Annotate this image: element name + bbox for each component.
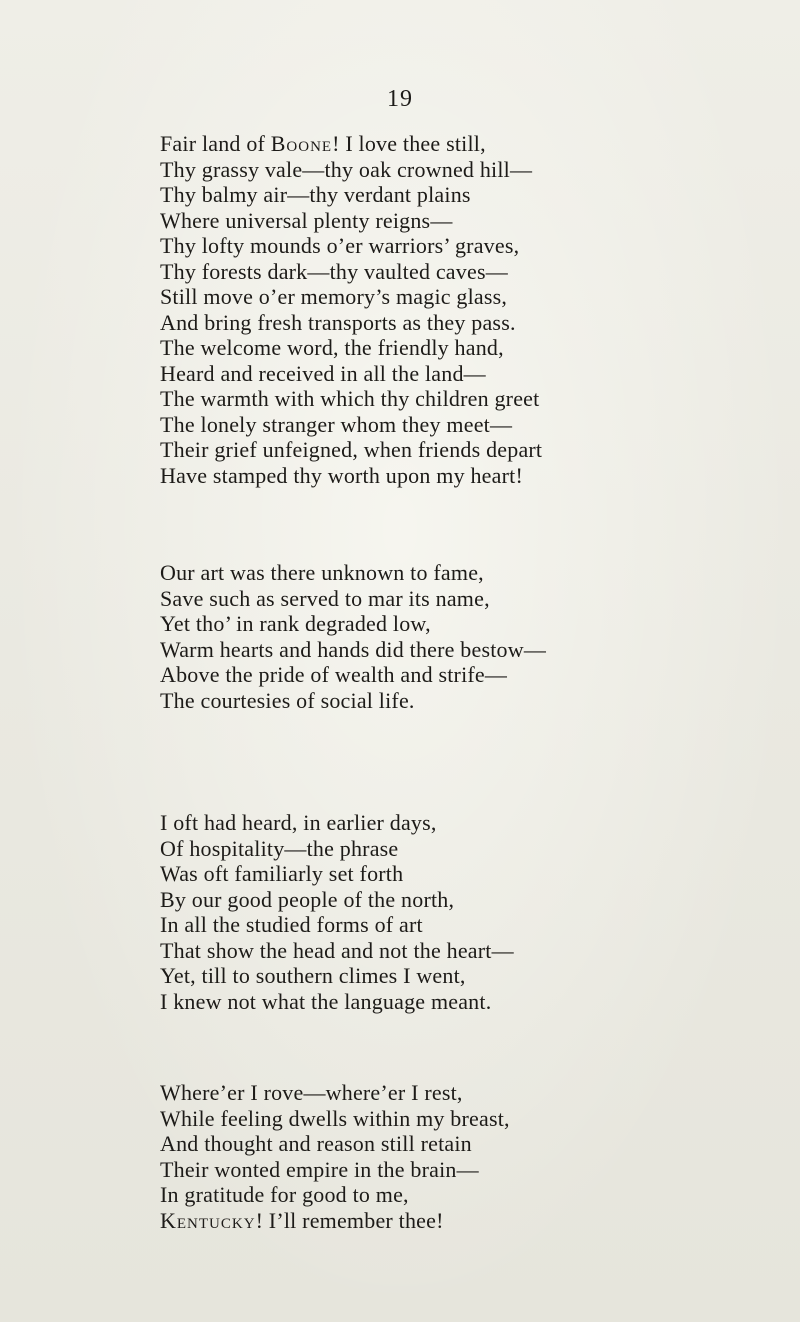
line-text-before: Fair land of [160,131,271,156]
poem-line: Thy forests dark—thy vaulted caves— [160,258,508,284]
stanza-2 [160,560,780,713]
poem-line: In all the studied forms of art [160,912,423,937]
poem-line: And bring fresh transports as they pass. [160,309,516,335]
page-number: 19 [387,86,413,112]
poem-line: Of hospitality—the phrase [160,835,399,861]
poem-line: While feeling dwells within my breast, [160,1105,510,1131]
poem-line: Their wonted empire in the brain— [160,1156,479,1182]
stanza-4 [160,1080,780,1233]
line-text-after: ! I’ll remember thee! [255,1207,444,1233]
stanza-1 [160,131,780,488]
poem-line: The welcome word, the friendly hand, [160,335,504,360]
poem-line: Thy grassy vale—thy oak crowned hill— [160,156,533,182]
poem-line: In gratitude for good to me, [160,1182,409,1207]
poem-line: Above the pride of wealth and strife— [160,662,508,687]
place-name-small-caps: Boone [270,131,333,156]
place-name-small-caps: Kentucky [160,1207,256,1233]
poem-line: The warmth with which thy children greet [160,386,540,411]
poem-line: Still move o’er memory’s magic glass, [160,284,508,309]
poem-line: I oft had heard, in earlier days, [160,810,437,835]
poem-line: The lonely stranger whom they meet— [160,411,513,437]
stanza-3 [160,810,780,1014]
poem-line: Save such as served to mar its name, [160,585,490,611]
poem-line: I knew not what the language meant. [160,988,492,1014]
poem-line: Where’er I rove—where’er I rest, [160,1080,463,1105]
poem-line: And thought and reason still retain [160,1131,472,1156]
poem-line: Thy lofty mounds o’er warriors’ graves, [160,233,520,258]
poem-line: The courtesies of social life. [160,687,415,713]
poem-line: Where universal plenty reigns— [160,207,453,233]
poem-line: Their grief unfeigned, when friends depart [160,437,543,462]
poem-line: Yet, till to southern climes I went, [160,963,466,988]
poem-line: Warm hearts and hands did there bestow— [160,636,547,662]
poem-line: Thy balmy air—thy verdant plains [160,182,471,207]
poem-line: Yet tho’ in rank degraded low, [160,611,431,636]
poem-line: Have stamped thy worth upon my heart! [160,462,523,488]
line-text-after: ! I love thee still, [332,131,486,156]
poem-line: By our good people of the north, [160,886,455,912]
poem-line: Our art was there unknown to fame, [160,560,484,585]
poem-line [160,131,780,157]
poem-line [160,1208,780,1234]
poem-line: Heard and received in all the land— [160,360,486,386]
poem-line: That show the head and not the heart— [160,937,514,963]
poem-line: Was oft familiarly set forth [160,861,404,886]
